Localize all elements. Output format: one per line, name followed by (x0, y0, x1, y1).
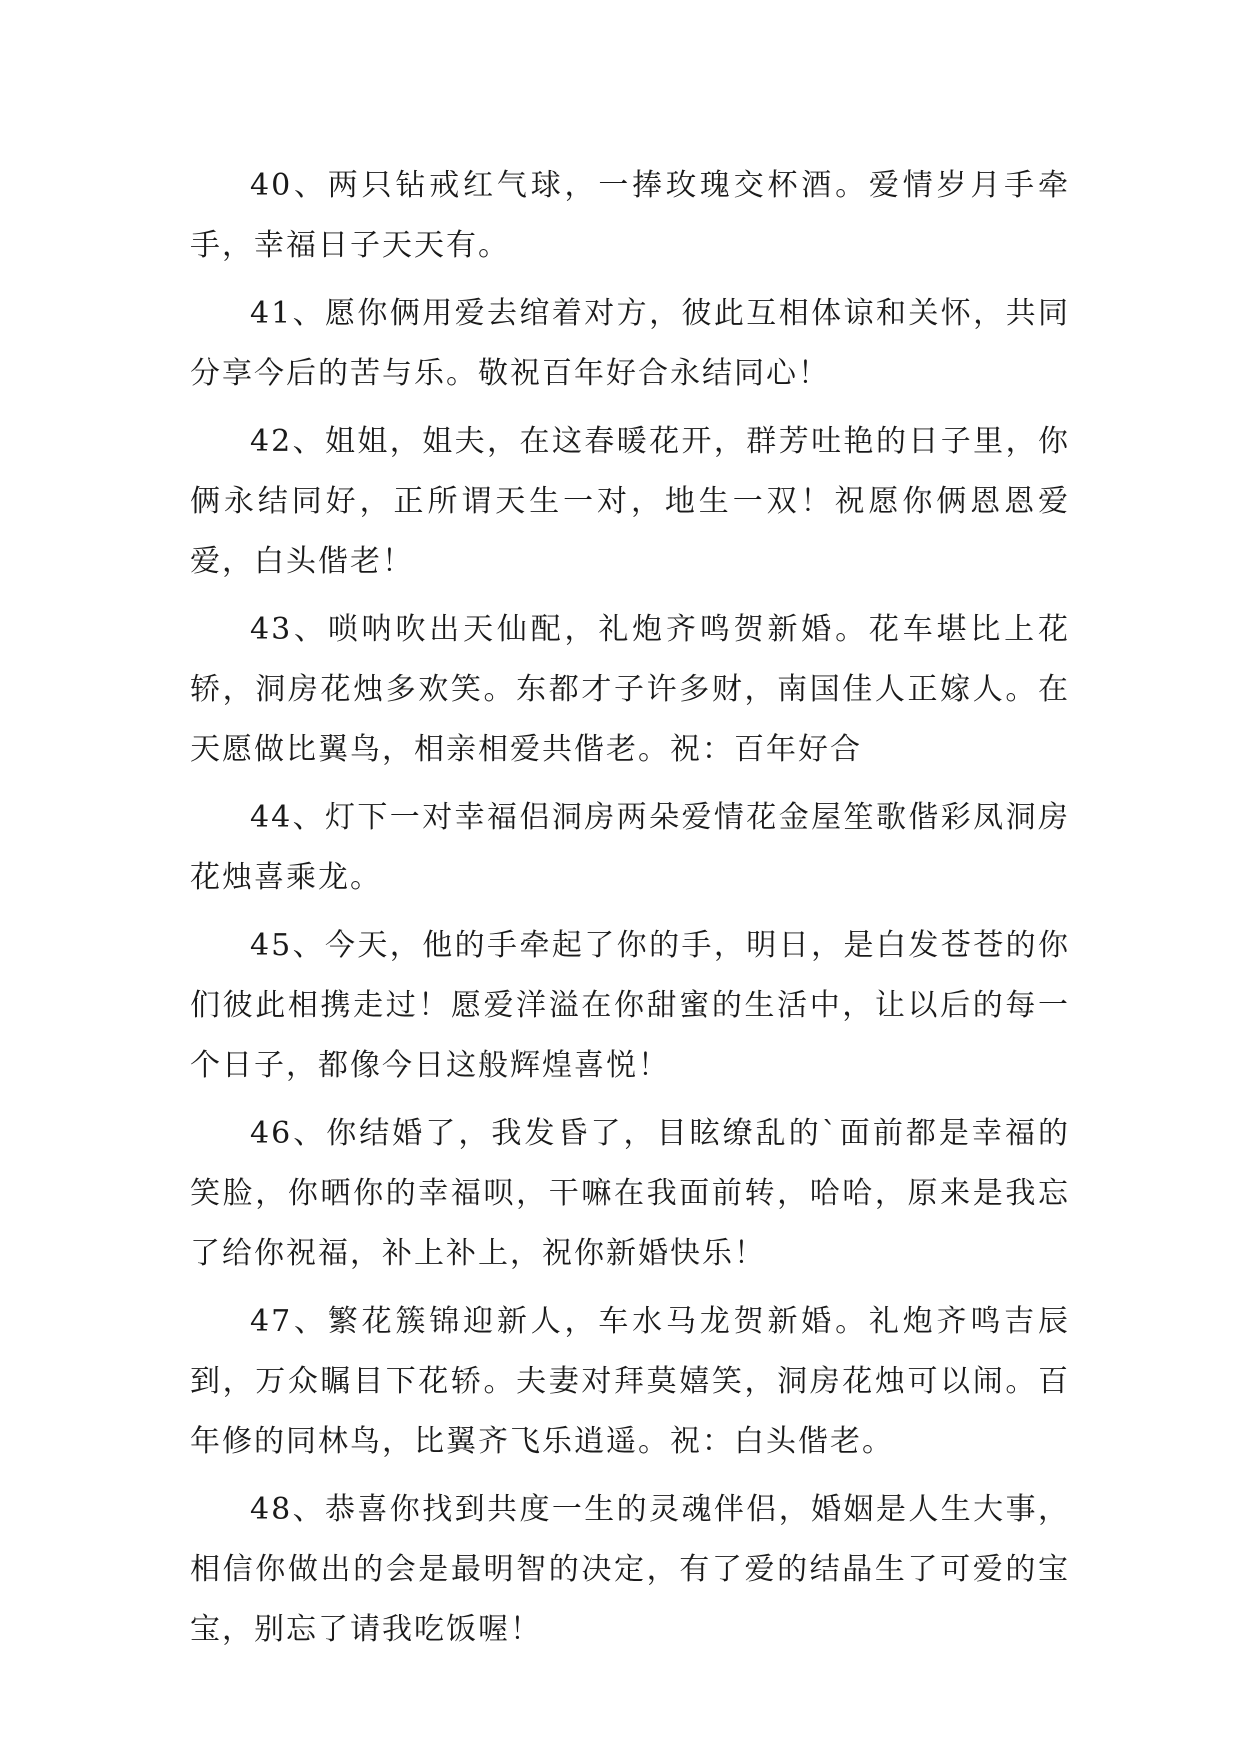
paragraph-text: 46、你结婚了，我发昏了，目眩缭乱的`面前都是幸福的笑脸，你晒你的幸福呗，干嘛在我面前转，哈哈，原来是我忘了给你祝福，补上补上，祝你新婚快乐！ (190, 1116, 1070, 1271)
paragraph-43 (190, 600, 1070, 780)
paragraph-text: 42、姐姐，姐夫，在这春暖花开，群芳吐艳的日子里，你俩永结同好，正所谓天生一对，地生一双！祝愿你俩恩恩爱爱，白头偕老！ (190, 424, 1070, 579)
paragraph-text: 40、两只钻戒红气球，一捧玫瑰交杯酒。爱情岁月手牵手，幸福日子天天有。 (190, 168, 1070, 263)
paragraph-45 (190, 916, 1070, 1096)
paragraph-text: 44、灯下一对幸福侣洞房两朵爱情花金屋笙歌偕彩凤洞房花烛喜乘龙。 (190, 800, 1070, 895)
paragraph-42 (190, 412, 1070, 592)
paragraph-text: 45、今天，他的手牵起了你的手，明日，是白发苍苍的你们彼此相携走过！愿爱洋溢在你甜蜜的生活中，让以后的每一个日子，都像今日这般辉煌喜悦！ (190, 928, 1070, 1083)
paragraph-text: 43、唢呐吹出天仙配，礼炮齐鸣贺新婚。花车堪比上花轿，洞房花烛多欢笑。东都才子许多财，南国佳人正嫁人。在天愿做比翼鸟，相亲相爱共偕老。祝：百年好合 (190, 612, 1070, 767)
paragraph-text: 47、繁花簇锦迎新人，车水马龙贺新婚。礼炮齐鸣吉辰到，万众瞩目下花轿。夫妻对拜莫嬉笑，洞房花烛可以闹。百年修的同林鸟，比翼齐飞乐逍遥。祝：白头偕老。 (190, 1304, 1070, 1459)
paragraph-44 (190, 788, 1070, 908)
paragraph-48 (190, 1480, 1070, 1660)
paragraph-40 (190, 156, 1070, 276)
paragraph-text: 41、愿你俩用爱去绾着对方，彼此互相体谅和关怀，共同分享今后的苦与乐。敬祝百年好合永结同心！ (190, 296, 1070, 391)
document-body (190, 156, 1070, 1668)
paragraph-46 (190, 1104, 1070, 1284)
paragraph-47 (190, 1292, 1070, 1472)
paragraph-text: 48、恭喜你找到共度一生的灵魂伴侣，婚姻是人生大事，相信你做出的会是最明智的决定，有了爱的结晶生了可爱的宝宝，别忘了请我吃饭喔！ (190, 1492, 1070, 1647)
paragraph-41 (190, 284, 1070, 404)
